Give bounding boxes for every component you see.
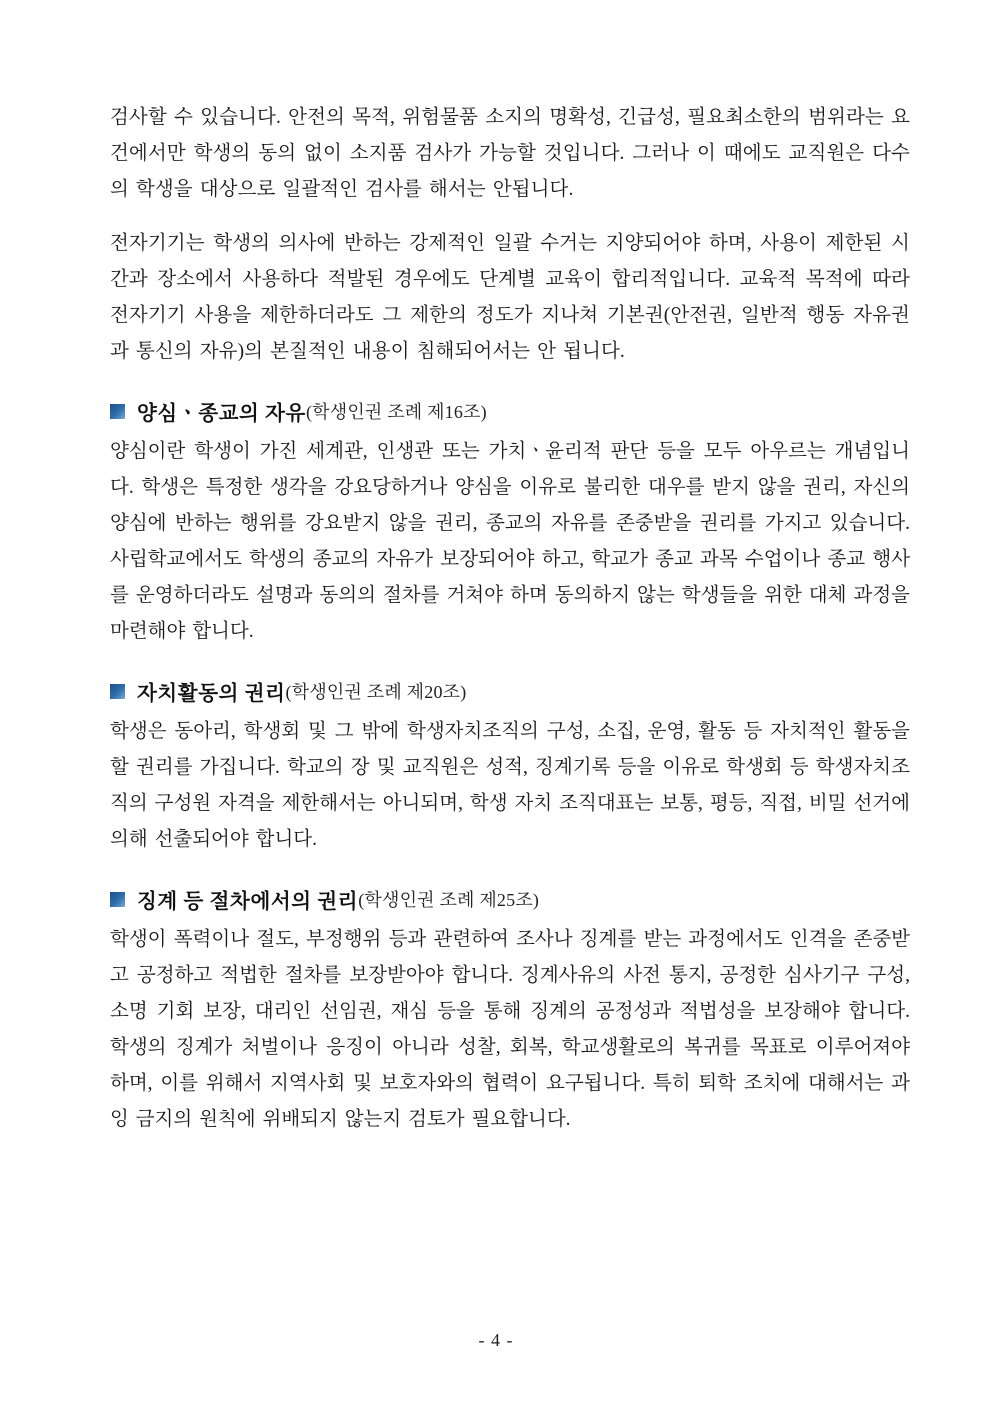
section-paragraph: 양심이란 학생이 가진 세계관, 인생관 또는 가치ㆍ윤리적 판단 등을 모두 아우르는 개념입니다. 학생은 특정한 생각을 강요당하거나 양심을 이유로 불리한 대우를 받지 않을 권리, 자신의 양심에 반하는 행위를 강요받지 않을 권리, 종교의 자유를 존중받을 권리를 가지고 있습니다. 사립학교에서도 학생의 종교의 자유가 보장되어야 하고, 학교가 종교 과목 수업이나 종교 행사를 운영하더라도 설명과 동의의 절차를 거쳐야 하며 동의하지 않는 학생들을 위한 대체 과정을 마련해야 합니다.: [110, 441, 910, 642]
section-disciplinary-procedure-rights: [110, 884, 910, 1138]
section-heading: [110, 884, 910, 914]
section-self-governance-rights: [110, 676, 910, 858]
paragraph-intro-2: 전자기기는 학생의 의사에 반하는 강제적인 일괄 수거는 지양되어야 하며, 사용이 제한된 시간과 장소에서 사용하다 적발된 경우에도 단계별 교육이 합리적입니다. 교육적 목적에 따라 전자기기 사용을 제한하더라도 그 제한의 정도가 지나쳐 기본권(안전권, 일반적 행동 자유권과 통신의 자유)의 본질적인 내용이 침해되어서는 안 됩니다.: [110, 233, 910, 362]
page-content: [110, 100, 910, 1138]
section-paragraph: 학생이 폭력이나 절도, 부정행위 등과 관련하여 조사나 징계를 받는 과정에서도 인격을 존중받고 공정하고 적법한 절차를 보장받아야 합니다. 징계사유의 사전 통지, 공정한 심사기구 구성, 소명 기회 보장, 대리인 선임권, 재심 등을 통해 징계의 공정성과 적법성을 보장해야 합니다. 학생의 징계가 처벌이나 응징이 아니라 성찰, 회복, 학교생활로의 복귀를 목표로 이루어져야 하며, 이를 위해서 지역사회 및 보호자와의 협력이 요구됩니다. 특히 퇴학 조치에 대해서는 과잉 금지의 원칙에 위배되지 않는지 검토가 필요합니다.: [110, 929, 910, 1130]
section-body: [110, 922, 910, 1138]
section-heading: [110, 676, 910, 706]
section-title: 양심ㆍ종교의 자유: [137, 403, 306, 425]
section-subtitle: (학생인권 조례 제16조): [305, 402, 487, 422]
section-freedom-of-conscience: [110, 396, 910, 650]
page-number: - 4 -: [478, 1330, 514, 1350]
section-paragraph: 학생은 동아리, 학생회 및 그 밖에 학생자치조직의 구성, 소집, 운영, 활동 등 자치적인 활동을 할 권리를 가집니다. 학교의 장 및 교직원은 성적, 징계기록 등을 이유로 학생회 등 학생자치조직의 구성원 자격을 제한해서는 아니되며, 학생 자치 조직대표는 보통, 평등, 직접, 비밀 선거에 의해 선출되어야 합니다.: [110, 721, 910, 850]
paragraph-spacer: [110, 212, 910, 226]
section-body: [110, 434, 910, 650]
section-subtitle: (학생인권 조례 제25조): [358, 890, 540, 910]
square-bullet-icon: [110, 404, 125, 419]
paragraph-intro-1: 검사할 수 있습니다. 안전의 목적, 위험물품 소지의 명확성, 긴급성, 필요최소한의 범위라는 요건에서만 학생의 동의 없이 소지품 검사가 가능할 것입니다. 그러나 이 때에도 교직원은 다수의 학생을 대상으로 일괄적인 검사를 해서는 안됩니다.: [110, 107, 910, 200]
section-title: 자치활동의 권리: [137, 683, 286, 705]
section-body: [110, 714, 910, 858]
section-title: 징계 등 절차에서의 권리: [137, 891, 359, 913]
section-subtitle: (학생인권 조례 제20조): [285, 682, 467, 702]
square-bullet-icon: [110, 892, 125, 907]
square-bullet-icon: [110, 684, 125, 699]
section-heading: [110, 396, 910, 426]
